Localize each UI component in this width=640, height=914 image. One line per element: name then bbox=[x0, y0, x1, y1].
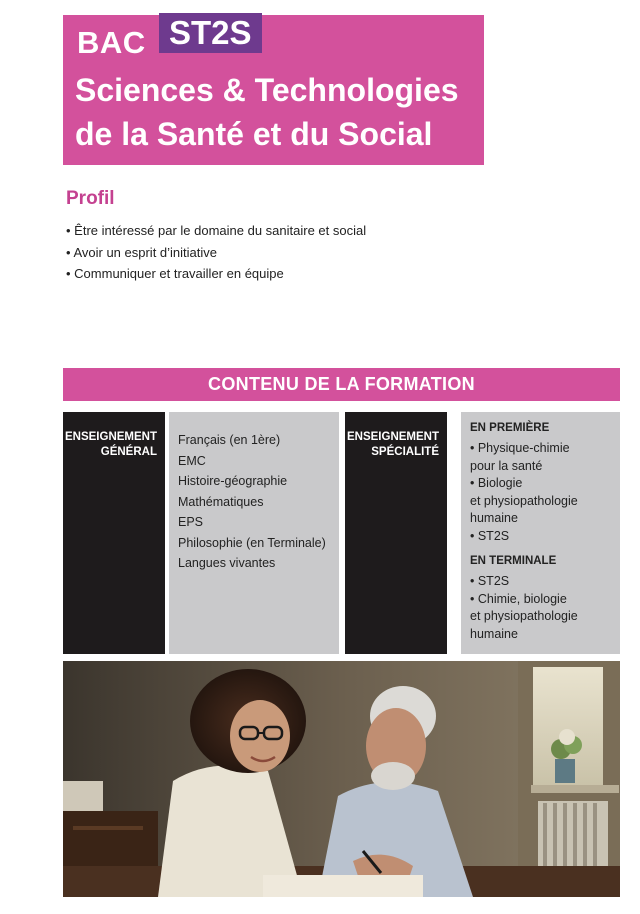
general-label-line2: GÉNÉRAL bbox=[100, 446, 157, 458]
premiere-item-line: et physiopathologie bbox=[470, 493, 578, 508]
plant-pot bbox=[555, 759, 575, 783]
specialite-subjects-cell bbox=[461, 412, 620, 654]
general-subject: Langues vivantes bbox=[178, 556, 276, 570]
profil-heading: Profil bbox=[66, 188, 115, 209]
title-banner bbox=[63, 15, 484, 165]
premiere-heading: EN PREMIÈRE bbox=[470, 422, 550, 434]
general-subjects-cell bbox=[169, 412, 339, 654]
title-line-2: de la Santé et du Social bbox=[75, 116, 433, 152]
specialite-label-line2: SPÉCIALITÉ bbox=[371, 446, 439, 458]
profil-item: • Communiquer et travailler en équipe bbox=[66, 263, 366, 285]
profil-item: • Avoir un esprit d’initiative bbox=[66, 242, 366, 264]
paper bbox=[263, 875, 423, 897]
premiere-item bbox=[470, 475, 620, 528]
caregiver-elderly-photo bbox=[63, 661, 620, 897]
terminale-item-line: et physiopathologie bbox=[470, 609, 578, 623]
program-badge: ST2S bbox=[159, 13, 262, 53]
general-label-line1: ENSEIGNEMENT bbox=[64, 431, 157, 443]
general-subject: Philosophie (en Terminale) bbox=[178, 535, 326, 550]
premiere-item-line: • Biologie bbox=[470, 476, 523, 490]
content-heading-bar: CONTENU DE LA FORMATION bbox=[63, 368, 620, 401]
general-subject: Mathématiques bbox=[178, 494, 264, 509]
premiere-item bbox=[470, 440, 620, 475]
general-subject: Histoire-géographie bbox=[178, 474, 288, 488]
premiere-item-line: • Physique-chimie bbox=[470, 441, 570, 455]
premiere-item-line: pour la santé bbox=[470, 458, 543, 473]
general-subject: EPS bbox=[178, 515, 204, 529]
specialite-label-line1: ENSEIGNEMENT bbox=[346, 431, 439, 443]
general-subject: Français (en 1ère) bbox=[178, 433, 281, 447]
premiere-item bbox=[470, 528, 620, 546]
premiere-item-line: humaine bbox=[470, 511, 518, 525]
terminale-heading: EN TERMINALE bbox=[470, 555, 557, 567]
general-subject: EMC bbox=[178, 453, 206, 468]
profil-item: • Être intéressé par le domaine du sanitaire et social bbox=[66, 220, 366, 242]
premiere-item-line: • ST2S bbox=[470, 528, 510, 543]
terminale-item-line: • ST2S bbox=[470, 574, 510, 588]
terminale-item bbox=[470, 573, 620, 591]
title-line-1: Sciences & Technologies bbox=[75, 72, 459, 108]
terminale-item-line: • Chimie, biologie bbox=[470, 591, 567, 606]
terminale-item bbox=[470, 591, 620, 644]
bac-label: BAC bbox=[77, 25, 146, 60]
terminale-item-line: humaine bbox=[470, 626, 518, 641]
general-label-cell bbox=[63, 412, 165, 654]
specialite-label-cell bbox=[345, 412, 447, 654]
profil-list bbox=[66, 220, 366, 285]
